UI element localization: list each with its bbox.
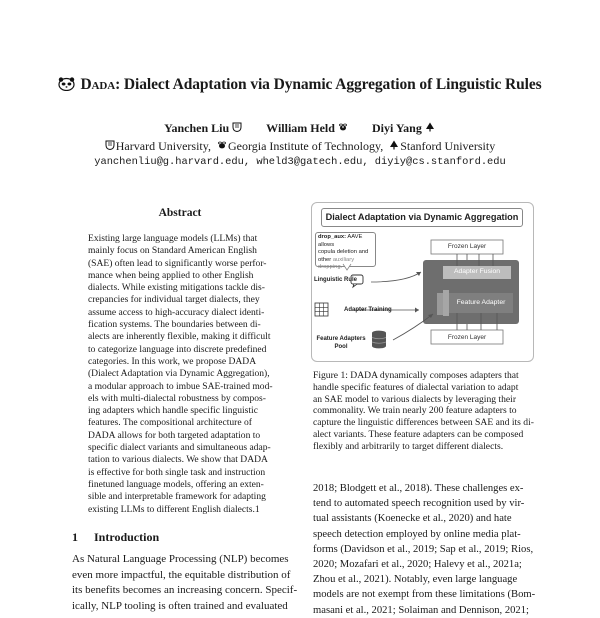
panda-logo-icon bbox=[58, 77, 75, 91]
author-2: William Held bbox=[266, 121, 349, 135]
label-frozen-top: Frozen Layer bbox=[447, 243, 487, 250]
text-line: flexibly and arbitrarily to target different dialects. bbox=[313, 440, 504, 452]
section-title: Introduction bbox=[94, 530, 160, 544]
text-line: an SAE model to various dialects by leveraging their bbox=[313, 393, 517, 405]
harvard-shield-icon bbox=[232, 122, 242, 132]
text-line: dialects. While existing mitigations tackle dis- bbox=[88, 282, 265, 294]
text-line: alect variants. These feature adapters can be composed bbox=[313, 428, 524, 440]
text-line: sible and interpretable framework for adapting bbox=[88, 491, 266, 503]
text-line: masani et al., 2021; Solaiman and Dennison, 2021; bbox=[313, 604, 529, 616]
text-line: forms (Davidson et al., 2019; Sap et al., 2019; Rios, bbox=[313, 543, 534, 555]
bee-icon bbox=[338, 122, 348, 132]
label-adapter-fusion: Adapter Fusion bbox=[453, 268, 501, 275]
label-feature-adapter: Feature Adapter bbox=[456, 299, 506, 306]
label-linguistic-rule: Linguistic Rule bbox=[314, 277, 358, 283]
tree-icon bbox=[389, 140, 399, 150]
author-emails[interactable]: yanchenliu@g.harvard.edu, wheld3@gatech.edu, diyiy@cs.stanford.edu bbox=[94, 156, 506, 168]
right-column-text bbox=[313, 481, 538, 618]
text-line: As Natural Language Processing (NLP) becomes bbox=[72, 553, 289, 565]
arrow-rule-to-stack bbox=[371, 272, 421, 282]
author-1: Yanchen Liu bbox=[164, 121, 243, 135]
text-line: features. The compositional architecture of bbox=[88, 417, 252, 429]
text-line: Existing large language models (LLMs) that bbox=[88, 233, 258, 244]
text-line: a modular approach to imbue SAE-trained mod- bbox=[88, 380, 273, 392]
text-line: mance when being applied to other English bbox=[88, 269, 254, 281]
text-line: tual assistants (Koenecke et al., 2020) and hate bbox=[313, 513, 512, 525]
figure-1-caption bbox=[313, 370, 539, 453]
introduction-text bbox=[72, 552, 297, 614]
text-line: crepancies for individual target dialects, they bbox=[88, 294, 260, 306]
label-frozen-bottom: Frozen Layer bbox=[447, 334, 487, 341]
rule-name: drop_aux: bbox=[318, 234, 347, 240]
linguistic-rule-callout: drop_aux: AAVE allows copula deletion and other auxiliary dropping. bbox=[315, 232, 376, 267]
text-line: speech detection employed by online media plat- bbox=[313, 528, 521, 540]
text-line: finetuned language models, offering an exten- bbox=[88, 478, 264, 490]
section-number: 1 bbox=[72, 530, 78, 544]
text-line: tation to various dialects. We show that DADA bbox=[88, 454, 268, 466]
section-heading bbox=[72, 530, 159, 545]
text-line: ing adapters which handle specific linguistic bbox=[88, 405, 258, 417]
text-line: is effective for both single task and instruction bbox=[88, 466, 266, 478]
text-line: specific dialect variants and simultaneous adap- bbox=[88, 442, 271, 454]
bee-icon bbox=[217, 140, 227, 150]
text-line: els with multi-dialectal robustness by compos- bbox=[88, 392, 266, 404]
text-line: even more impactful, the equitable distribution of bbox=[72, 568, 291, 581]
text-line: Figure 1: DADA dynamically composes adapters that bbox=[313, 370, 519, 381]
text-line: assume access to high-accuracy dialect identi- bbox=[88, 306, 265, 318]
text-line: ically, NLP tooling is often trained and evaluated bbox=[72, 599, 288, 612]
title-rest: : Dialect Adaptation via Dynamic Aggregation of Linguistic Rules bbox=[115, 76, 542, 93]
author-list bbox=[0, 121, 600, 136]
text-line: models are not exempt from these limitations (Bom- bbox=[313, 589, 536, 601]
text-line: (SAE) often lead to significantly worse perfor- bbox=[88, 257, 267, 269]
harvard-shield-icon bbox=[105, 140, 115, 150]
author-3: Diyi Yang bbox=[372, 121, 436, 135]
figure-header: Dialect Adaptation via Dynamic Aggregation bbox=[321, 208, 523, 227]
training-grid-icon bbox=[315, 303, 328, 316]
label-feature-adapters-pool: Feature Adapters Pool bbox=[316, 336, 366, 350]
text-line: 2020; Mozafari et al., 2020; Halevy et al., 2021a; bbox=[313, 559, 522, 571]
text-line: to categorize language into discrete predefined bbox=[88, 343, 267, 355]
text-line: handle specific features of dialectal variation to adapt bbox=[313, 381, 519, 393]
text-line: tend to automated speech recognition used by vir- bbox=[313, 498, 525, 510]
text-line: DADA allows for both targeted adaptation to bbox=[88, 429, 261, 441]
paper-title bbox=[0, 76, 600, 94]
text-line: Zhou et al., 2021). Notably, even large language bbox=[313, 574, 518, 586]
text-line: mainly focus on Standard American English bbox=[88, 245, 257, 257]
affiliations: Harvard University, Georgia Institute of Technology, Stanford University bbox=[0, 139, 600, 154]
text-line: fication systems. The boundaries between di- bbox=[88, 319, 261, 331]
abstract-heading: Abstract bbox=[158, 207, 202, 219]
text-line: existing LLMs to different English dialects.1 bbox=[88, 503, 260, 515]
text-line: its benefits becomes an increasing concern. Specif- bbox=[72, 584, 298, 596]
tree-icon bbox=[425, 122, 435, 132]
callout-pointer bbox=[343, 264, 351, 270]
abstract-body bbox=[88, 233, 275, 516]
title-name: Dada bbox=[80, 76, 116, 93]
text-line: capture the linguistic differences between SAE and its di- bbox=[313, 417, 534, 429]
text-line: 2018; Blodgett et al., 2018). These challenges ex- bbox=[313, 483, 524, 494]
text-line: (Dialect Adaptation via Dynamic Aggregation), bbox=[88, 368, 270, 380]
database-icon bbox=[372, 331, 386, 349]
label-adapter-training: Adapter Training bbox=[344, 307, 392, 313]
text-line: categories. In this work, we propose DADA bbox=[88, 355, 257, 367]
adapter-card-1 bbox=[437, 293, 443, 315]
text-line: alects are inherently flexible, making it difficult bbox=[88, 331, 271, 343]
text-line: commonality. We train nearly 200 feature adapters to bbox=[313, 405, 517, 417]
